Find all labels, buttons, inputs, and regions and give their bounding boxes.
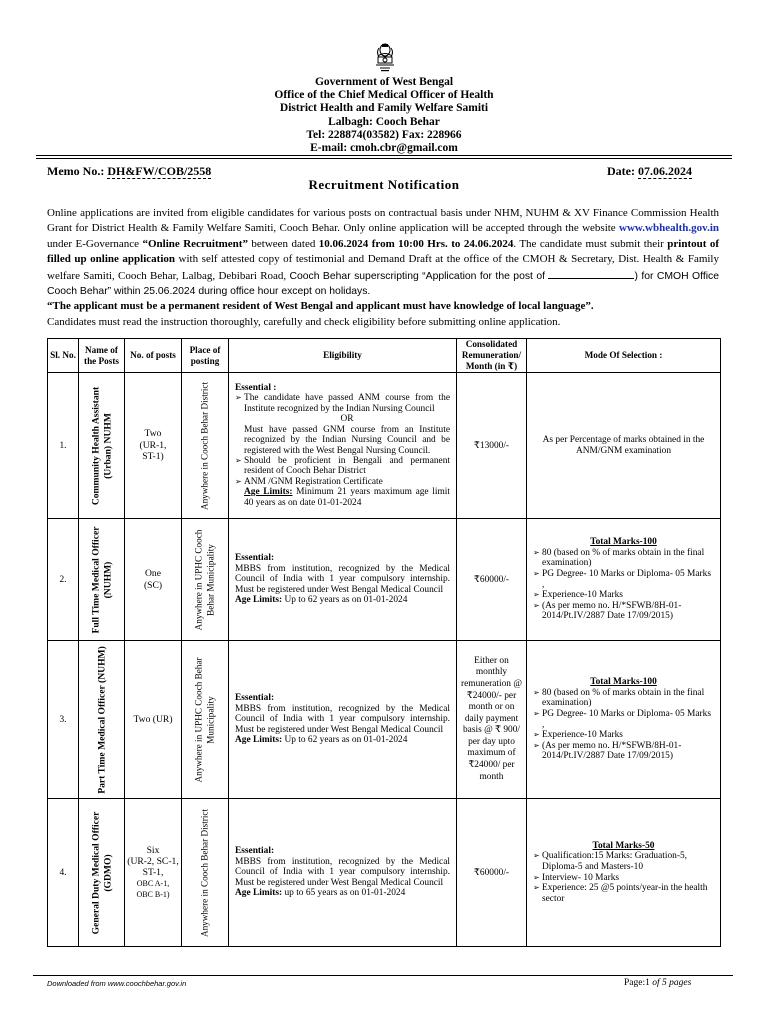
age-text: Minimum 21 years maximum age limit 40 years as on date 01-01-2024 [244,487,450,508]
posts-line: (UR-2, SC-1, [127,856,179,867]
intro-text-h: with self attested copy of testimonial and Demand Draft at the office of the CMOH & Secretary, Dist. Health & Family welfare Samiti, Cooch Behar, Lalbag, Debibari Road, [47,253,719,282]
total-marks: Total Marks-50 [592,840,655,851]
header-post-name: Name of the Posts [79,339,125,373]
row-eligibility [229,641,457,799]
table-row [48,519,721,641]
mode-item: ➢ Experience-10 Marks [533,590,714,601]
resident-notice: “The applicant must be a permanent resident of West Bengal and applicant must have knowledge of local language”. [47,300,594,313]
intro-text-within: ) for CMOH Office Cooch Behar” within 25.06.2024 during office hour except on holidays. [47,270,719,298]
place-text: Anywhere in Cooch Behar District [199,381,210,510]
row-eligibility [229,799,457,947]
header-line-samiti: District Health and Family Welfare Samiti [279,102,489,115]
eligibility-heading: Essential: [235,846,275,857]
mode-item: ➢ PG Degree- 10 Marks or Diploma- 05 Marks , [533,709,714,730]
posts-line: ST-1, [142,867,164,878]
row-sl: 3. [48,641,79,799]
age-label: Age Limits: [235,595,283,606]
age-limit [235,487,450,508]
mode-item: ➢ Qualification:15 Marks: Graduation-5, Diploma-5 and Masters-10 [533,851,714,872]
post-name-blank [548,268,634,279]
eligibility-text: Must have passed GNM course from an Institute recognized by the Indian Nursing Council and be registered with the West Bengal Nursing Council. [244,424,450,456]
row-remuneration: ₹13000/- [457,373,527,519]
posts-line: OBC B-1) [136,890,170,899]
total-marks: Total Marks-100 [590,537,657,548]
post-name-line: Community Health Assistant [90,386,101,505]
page-label: Page: [624,978,646,988]
page-number [624,978,691,988]
total-marks: Total Marks-100 [590,677,657,688]
row-place [182,373,229,519]
row-place [182,799,229,947]
age-text: up to 65 years as on 01-01-2024 [282,888,406,899]
age-text: Up to 62 years as on 01-01-2024 [282,735,408,746]
posts-table [47,338,721,947]
post-name-line: (Urban) NUHM [101,412,113,479]
post-name-line: General Duty Medical Officer [90,811,101,934]
place-line: Municipality [205,695,215,744]
age-text: Up to 62 years as on 01-01-2024 [282,595,408,606]
mode-item: ➢ PG Degree- 10 Marks or Diploma- 05 Marks , [533,569,714,590]
mode-item: ➢ Interview- 10 Marks [533,873,714,884]
posts-line: Two [144,428,162,440]
mode-item: ➢ 80 (based on % of marks obtain in the final examination) [533,548,714,569]
page-total: of 5 pages [649,978,692,988]
memo-label: Memo No.: [47,164,108,178]
header-line-email: E-mail: cmoh.cbr@gmail.com [310,142,458,155]
eligibility-text: MBBS from institution, recognized by the Medical Council of India with 1 year compulsory internship. Must be registered under West Bengal Medical Council [235,563,450,595]
intro-text-superscript: Cooch Behar superscripting “Application for the post of [289,270,549,282]
post-name-line: Part Time Medical Officer (NUHM) [95,645,107,794]
instruction-notice: Candidates must read the instruction thoroughly, carefully and check eligibility before submitting online application. [47,315,561,328]
header-line-address: Lalbagh: Cooch Behar [328,115,440,128]
row-no-of-posts [125,519,182,641]
posts-line: ST-1) [142,451,164,463]
posts-line: OBC A-1, [136,879,170,888]
row-mode [527,641,721,799]
post-name-line: (GDMO) [101,853,113,892]
header-divider-thin [36,158,732,159]
mode-item: ➢ Experience-10 Marks [533,730,714,741]
office-header [0,76,768,155]
memo-value: DH&FW/COB/2558 [107,164,212,178]
row-post-name [79,799,125,947]
post-name-line: Full Time Medical Officer [90,525,101,634]
age-label: Age Limits: [244,487,293,498]
eligibility-or: OR [340,414,354,425]
row-sl: 1. [48,373,79,519]
intro-text-c: “Online Recruitment” [142,237,248,250]
posts-line: (SC) [143,579,163,591]
eligibility-item: ➢ ANM /GNM Registration Certificate [235,477,450,487]
header-line-telephone: Tel: 228874(03582) Fax: 228966 [306,128,462,141]
header-divider [36,155,732,156]
intro-text-d: between dated [247,237,319,250]
row-mode [527,519,721,641]
table-row [48,799,721,947]
age-label: Age Limits: [235,888,283,899]
row-mode [527,799,721,947]
row-sl: 4. [48,799,79,947]
row-eligibility [229,519,457,641]
row-mode: As per Percentage of marks obtained in the ANM/GNM examination [527,373,721,519]
intro-text-f: . The candidate must submit their [513,237,668,250]
table-row [48,641,721,799]
posts-line: (UR-1, [139,439,167,451]
eligibility-text: MBBS from institution, recognized by the Medical Council of India with 1 year compulsory internship. Must be registered under West Bengal Medical Council [235,703,450,735]
row-remuneration: ₹60000/- [457,519,527,641]
mode-item: ➢ (As per memo no. H/*SFWB/8H-01-2014/Pt.IV/2887 Date 17/09/2015) [533,601,714,622]
header-place: Place of posting [182,339,229,373]
place-line: Behar Municipality [205,543,215,616]
table-row [48,373,721,519]
eligibility-item: ➢ Should be proficient in Bengali and permanent resident of Cooch Behar District [235,456,450,477]
row-remuneration: Either on monthly remuneration @ ₹24000/- per month or on daily payment basis @ ₹ 900/ per day upto maximum of ₹24000/ per month [457,641,527,799]
footer-divider [33,975,733,976]
place-text: Anywhere in Cooch Behar District [199,808,210,937]
eligibility-heading: Essential : [235,383,277,394]
row-eligibility [229,373,457,519]
post-name-line: (NUHM) [101,561,113,598]
mode-item: ➢ 80 (based on % of marks obtain in the final examination) [533,688,714,709]
intro-text-a: Online applications are invited from eligible candidates for various posts on contractual basis under NHM, NUHM & XV Finance Commission Health Grant for District Health & Family Welfare Samiti, Cooch Behar. Only online application will be accepted through the website [47,207,719,235]
mode-item: ➢ (As per memo no. H/*SFWB/8H-01-2014/Pt.IV/2887 Date 17/09/2015) [533,741,714,762]
header-mode: Mode Of Selection : [527,339,721,373]
eligibility-heading: Essential: [235,553,275,564]
intro-text-printout: printout of filled up online application [47,237,720,266]
row-no-of-posts [125,799,182,947]
page-title: Recruitment Notification [308,177,460,192]
table-header-row [48,339,721,373]
place-line: Anywhere in UPHC Cooch Behar [193,656,204,783]
intro-text [47,206,719,330]
intro-paragraph [47,206,719,299]
header-no-of-posts: No. of posts [125,339,182,373]
posts-line: Six [146,845,160,856]
mode-item: ➢ Experience: 25 @5 points/year-in the health sector [533,883,714,904]
age-label: Age Limits: [235,735,283,746]
row-place [182,641,229,799]
date-label: Date: [607,164,638,178]
row-no-of-posts [125,373,182,519]
row-post-name [79,519,125,641]
row-sl: 2. [48,519,79,641]
header-line-government: Government of West Bengal [314,76,454,88]
row-place [182,519,229,641]
row-post-name [79,373,125,519]
download-source: Downloaded from www.coochbehar.gov.in [47,979,187,988]
header-line-office: Office of the Chief Medical Officer of Health [274,89,494,102]
row-post-name [79,641,125,799]
eligibility-text: MBBS from institution, recognized by the Medical Council of India with 1 year compulsory internship. Must be registered under West Bengal Medical Council [235,856,450,888]
header-remuneration: Consolidated Remuneration/ Month (in ₹) [457,339,527,373]
age-limit [235,595,450,605]
intro-text-dates: 10.06.2024 from 10:00 Hrs. to 24.06.2024 [318,237,514,250]
age-limit [235,735,450,745]
eligibility-text: The candidate have passed ANM course from the Institute recognized by the Indian Nursing Council [244,393,450,414]
website-link[interactable]: www.wbhealth.gov.in [619,222,719,235]
header-eligibility: Eligibility [229,339,457,373]
place-line: Anywhere in UPHC Cooch [193,529,204,630]
page-current: 1 [645,978,650,988]
posts-line: One [145,568,161,579]
row-no-of-posts: Two (UR) [125,641,182,799]
eligibility-heading: Essential: [235,693,275,704]
header-sl: Sl. No. [48,339,79,373]
row-remuneration: ₹60000/- [457,799,527,947]
age-limit [235,888,450,898]
state-emblem-icon [371,42,399,76]
eligibility-item [235,393,450,455]
date-value: 07.06.2024 [637,164,692,178]
intro-text-b: under E-Governance [47,237,143,250]
